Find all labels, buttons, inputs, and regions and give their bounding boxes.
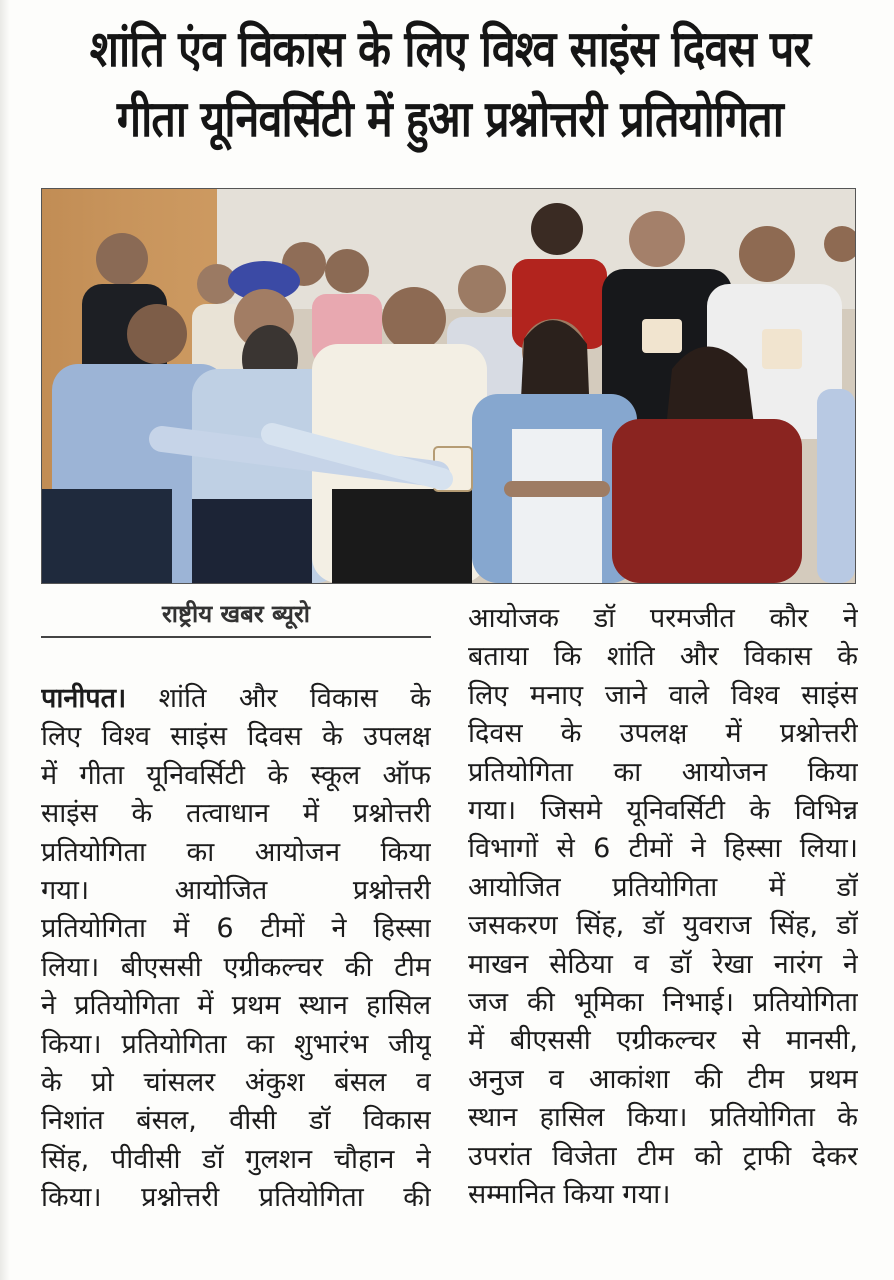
headline [80,14,820,154]
byline-underline [41,636,431,638]
article-line: साइंस के तत्वाधान में प्रश्नोत्तरी [41,798,431,830]
news-photo [41,188,856,584]
article-line: उपरांत विजेता टीम को ट्राफी देकर [468,1140,858,1172]
article-line: में गीता यूनिवर्सिटी के स्कूल ऑफ [41,759,431,791]
photo-illustration [42,189,855,583]
byline: राष्ट्रीय खबर ब्यूरो [161,600,311,628]
article-line: गया। आयोजित प्रश्नोत्तरी [41,875,431,907]
article-line: प्रतियोगिता का आयोजन किया [468,756,858,788]
article-line: आयोजक डॉ परमजीत कौर ने [468,603,858,634]
article-line: माखन सेठिया व डॉ रेखा नारंग ने [468,948,858,980]
article-line: सिंह, पीवीसी डॉ गुलशन चौहान ने [41,1143,431,1175]
article-line: निशांत बंसल, वीसी डॉ विकास [41,1105,431,1137]
article-line: गया। जिसमे यूनिवर्सिटी के विभिन्न [468,795,858,827]
article-line: स्थान हासिल किया। प्रतियोगिता के [468,1102,858,1134]
article-line: ने प्रतियोगिता में प्रथम स्थान हासिल [41,990,431,1022]
article-column-right [468,600,858,1215]
article-line: दिवस के उपलक्ष में प्रश्नोत्तरी [468,718,858,750]
article-line: लिए विश्व साइंस दिवस के उपलक्ष [41,721,431,753]
article-line: के प्रो चांसलर अंकुश बंसल व [41,1067,431,1099]
article-line: आयोजित प्रतियोगिता में डॉ [468,871,858,903]
page-gutter [0,0,10,1280]
article-line: प्रतियोगिता में 6 टीमों ने हिस्सा [41,913,431,945]
byline-block [41,596,431,640]
article-line: पानीपत। शांति और विकास के [41,683,431,714]
article-line: किया। प्रतियोगिता का शुभारंभ जीयू [41,1028,431,1060]
dateline: पानीपत। [41,683,127,714]
article-line: सम्मानित किया गया। [468,1179,671,1211]
headline-line-1: शांति एंव विकास के लिए विश्व साइंस दिवस पर [89,20,811,78]
article-line: अनुज व आकांशा की टीम प्रथम [468,1063,858,1095]
article-line: लिया। बीएससी एग्रीकल्चर की टीम [41,951,431,983]
article-line: जज की भूमिका निभाई। प्रतियोगिता [468,987,858,1019]
article-line: में बीएससी एग्रीकल्चर से मानसी, [468,1025,858,1057]
article-line: लिए मनाए जाने वाले विश्व साइंस [468,679,858,711]
article-column-left [41,680,431,1218]
article-line: बताया कि शांति और विकास के [468,641,858,673]
article-line: प्रतियोगिता का आयोजन किया [41,836,431,868]
article-line: जसकरण सिंह, डॉ युवराज सिंह, डॉ [468,910,858,942]
headline-line-2: गीता यूनिवर्सिटी में हुआ प्रश्नोत्तरी प्रतियोगिता [116,90,784,148]
article-line: किया। प्रश्नोत्तरी प्रतियोगिता की [41,1182,431,1214]
article-line: विभागों से 6 टीमों ने हिस्सा लिया। [468,833,858,865]
